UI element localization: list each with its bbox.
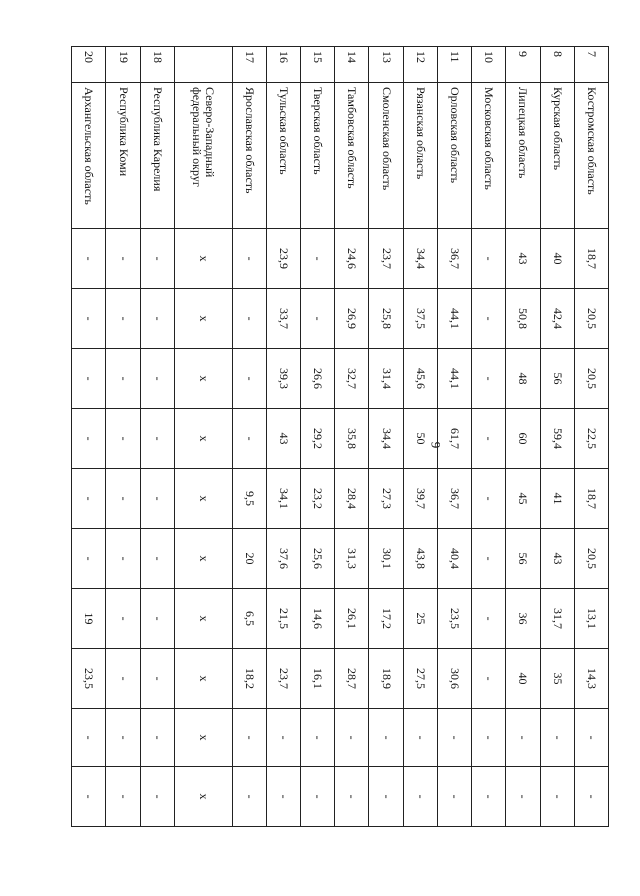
- region-name: Архангельская область: [72, 83, 106, 229]
- value-cell: -: [140, 709, 174, 767]
- value-cell: x: [174, 767, 232, 827]
- table-row: [403, 47, 437, 827]
- value-cell: 28,4: [335, 469, 369, 529]
- region-name: Ярославская область: [232, 83, 266, 229]
- value-cell: -: [106, 589, 140, 649]
- value-cell: -: [472, 529, 506, 589]
- region-name: Липецкая область: [506, 83, 540, 229]
- value-cell: -: [301, 289, 335, 349]
- value-cell: -: [140, 469, 174, 529]
- value-cell: 39,7: [403, 469, 437, 529]
- value-cell: -: [232, 229, 266, 289]
- value-cell: 27,3: [369, 469, 403, 529]
- value-cell: -: [472, 409, 506, 469]
- value-cell: 20,5: [574, 289, 608, 349]
- value-cell: -: [72, 529, 106, 589]
- value-cell: 60: [506, 409, 540, 469]
- value-cell: -: [106, 709, 140, 767]
- value-cell: x: [174, 649, 232, 709]
- value-cell: 18,2: [232, 649, 266, 709]
- value-cell: 43: [506, 229, 540, 289]
- region-name: Смоленская область: [369, 83, 403, 229]
- value-cell: 22,5: [574, 409, 608, 469]
- table-row: [472, 47, 506, 827]
- value-cell: -: [506, 709, 540, 767]
- value-cell: -: [72, 349, 106, 409]
- value-cell: x: [174, 469, 232, 529]
- row-number: 9: [506, 47, 540, 83]
- value-cell: -: [232, 767, 266, 827]
- value-cell: 36,7: [437, 229, 471, 289]
- row-number: 11: [437, 47, 471, 83]
- value-cell: 21,5: [266, 589, 300, 649]
- value-cell: -: [106, 409, 140, 469]
- value-cell: -: [472, 289, 506, 349]
- value-cell: -: [72, 709, 106, 767]
- value-cell: x: [174, 409, 232, 469]
- table-container: [71, 46, 609, 826]
- value-cell: -: [232, 349, 266, 409]
- value-cell: 34,4: [369, 409, 403, 469]
- regional-data-table: [71, 46, 609, 827]
- table-row: [369, 47, 403, 827]
- value-cell: x: [174, 709, 232, 767]
- value-cell: 18,9: [369, 649, 403, 709]
- value-cell: -: [140, 289, 174, 349]
- value-cell: 41: [540, 469, 574, 529]
- value-cell: 34,1: [266, 469, 300, 529]
- region-name: Республика Коми: [106, 83, 140, 229]
- value-cell: 29,2: [301, 409, 335, 469]
- region-name: Северо-Западный федеральный округ: [174, 83, 232, 229]
- table-row: [266, 47, 300, 827]
- value-cell: 23,7: [266, 649, 300, 709]
- value-cell: 23,5: [437, 589, 471, 649]
- table-row: [437, 47, 471, 827]
- value-cell: 39,3: [266, 349, 300, 409]
- table-row: [174, 47, 232, 827]
- value-cell: -: [472, 767, 506, 827]
- region-name: Тамбовская область: [335, 83, 369, 229]
- row-number: 15: [301, 47, 335, 83]
- value-cell: 50,8: [506, 289, 540, 349]
- value-cell: -: [403, 767, 437, 827]
- row-number: 14: [335, 47, 369, 83]
- value-cell: 31,4: [369, 349, 403, 409]
- row-number: 20: [72, 47, 106, 83]
- value-cell: -: [369, 767, 403, 827]
- value-cell: 33,7: [266, 289, 300, 349]
- value-cell: -: [574, 767, 608, 827]
- value-cell: -: [140, 409, 174, 469]
- value-cell: -: [472, 589, 506, 649]
- row-number: [174, 47, 232, 83]
- table-row: [574, 47, 608, 827]
- value-cell: 24,6: [335, 229, 369, 289]
- region-name: Тверская область: [301, 83, 335, 229]
- value-cell: x: [174, 289, 232, 349]
- value-cell: 35: [540, 649, 574, 709]
- table-row: [232, 47, 266, 827]
- value-cell: -: [266, 709, 300, 767]
- value-cell: 32,7: [335, 349, 369, 409]
- value-cell: -: [437, 709, 471, 767]
- page-number: 9: [428, 441, 444, 449]
- value-cell: 14,3: [574, 649, 608, 709]
- value-cell: 48: [506, 349, 540, 409]
- value-cell: 40: [540, 229, 574, 289]
- value-cell: -: [140, 229, 174, 289]
- value-cell: x: [174, 229, 232, 289]
- value-cell: 61,7: [437, 409, 471, 469]
- region-name: Республика Карелия: [140, 83, 174, 229]
- value-cell: -: [403, 709, 437, 767]
- value-cell: 44,1: [437, 289, 471, 349]
- value-cell: 23,5: [72, 649, 106, 709]
- value-cell: 27,5: [403, 649, 437, 709]
- value-cell: -: [540, 767, 574, 827]
- value-cell: -: [472, 229, 506, 289]
- value-cell: 20,5: [574, 349, 608, 409]
- value-cell: 40: [506, 649, 540, 709]
- value-cell: 45,6: [403, 349, 437, 409]
- value-cell: 56: [506, 529, 540, 589]
- value-cell: -: [472, 709, 506, 767]
- value-cell: -: [369, 709, 403, 767]
- row-number: 16: [266, 47, 300, 83]
- value-cell: 19: [72, 589, 106, 649]
- value-cell: -: [472, 349, 506, 409]
- value-cell: 20,5: [574, 529, 608, 589]
- value-cell: 25,6: [301, 529, 335, 589]
- region-name: Курская область: [540, 83, 574, 229]
- table-row: [335, 47, 369, 827]
- row-number: 13: [369, 47, 403, 83]
- value-cell: -: [72, 409, 106, 469]
- value-cell: x: [174, 529, 232, 589]
- value-cell: 35,8: [335, 409, 369, 469]
- table-row: [72, 47, 106, 827]
- table-row: [540, 47, 574, 827]
- table-row: [301, 47, 335, 827]
- value-cell: 9,5: [232, 469, 266, 529]
- value-cell: -: [72, 469, 106, 529]
- value-cell: 43: [266, 409, 300, 469]
- value-cell: 42,4: [540, 289, 574, 349]
- value-cell: 6,5: [232, 589, 266, 649]
- value-cell: 56: [540, 349, 574, 409]
- value-cell: 37,6: [266, 529, 300, 589]
- value-cell: -: [232, 409, 266, 469]
- value-cell: -: [106, 289, 140, 349]
- row-number: 10: [472, 47, 506, 83]
- value-cell: -: [232, 289, 266, 349]
- region-name: Орловская область: [437, 83, 471, 229]
- value-cell: -: [106, 229, 140, 289]
- value-cell: -: [335, 767, 369, 827]
- value-cell: 50: [403, 409, 437, 469]
- table-row: [106, 47, 140, 827]
- value-cell: 59,4: [540, 409, 574, 469]
- value-cell: -: [335, 709, 369, 767]
- value-cell: 18,7: [574, 229, 608, 289]
- table-body: [72, 47, 609, 827]
- value-cell: -: [140, 349, 174, 409]
- value-cell: 25: [403, 589, 437, 649]
- value-cell: 20: [232, 529, 266, 589]
- value-cell: -: [106, 469, 140, 529]
- value-cell: 14,6: [301, 589, 335, 649]
- value-cell: -: [140, 649, 174, 709]
- value-cell: -: [232, 709, 266, 767]
- value-cell: -: [301, 229, 335, 289]
- value-cell: -: [140, 589, 174, 649]
- value-cell: 28,7: [335, 649, 369, 709]
- value-cell: -: [140, 529, 174, 589]
- row-number: 12: [403, 47, 437, 83]
- table-row: [140, 47, 174, 827]
- table-row: [506, 47, 540, 827]
- region-name: Рязанская область: [403, 83, 437, 229]
- value-cell: 26,6: [301, 349, 335, 409]
- value-cell: -: [106, 529, 140, 589]
- value-cell: 26,9: [335, 289, 369, 349]
- row-number: 18: [140, 47, 174, 83]
- value-cell: 23,2: [301, 469, 335, 529]
- region-name: Московская область: [472, 83, 506, 229]
- value-cell: -: [72, 767, 106, 827]
- value-cell: 13,1: [574, 589, 608, 649]
- value-cell: -: [506, 767, 540, 827]
- value-cell: 44,1: [437, 349, 471, 409]
- row-number: 7: [574, 47, 608, 83]
- value-cell: 40,4: [437, 529, 471, 589]
- value-cell: -: [266, 767, 300, 827]
- value-cell: 43,8: [403, 529, 437, 589]
- value-cell: 34,4: [403, 229, 437, 289]
- value-cell: 23,7: [369, 229, 403, 289]
- value-cell: -: [472, 469, 506, 529]
- value-cell: -: [301, 767, 335, 827]
- region-name: Костромская область: [574, 83, 608, 229]
- region-name: Тульская область: [266, 83, 300, 229]
- value-cell: -: [106, 767, 140, 827]
- value-cell: -: [574, 709, 608, 767]
- value-cell: 23,9: [266, 229, 300, 289]
- value-cell: -: [301, 709, 335, 767]
- value-cell: -: [140, 767, 174, 827]
- value-cell: -: [106, 349, 140, 409]
- value-cell: 30,1: [369, 529, 403, 589]
- value-cell: 16,1: [301, 649, 335, 709]
- value-cell: -: [437, 767, 471, 827]
- value-cell: x: [174, 349, 232, 409]
- value-cell: 31,7: [540, 589, 574, 649]
- value-cell: 25,8: [369, 289, 403, 349]
- value-cell: 31,3: [335, 529, 369, 589]
- value-cell: -: [540, 709, 574, 767]
- value-cell: 17,2: [369, 589, 403, 649]
- value-cell: 30,6: [437, 649, 471, 709]
- row-number: 8: [540, 47, 574, 83]
- row-number: 17: [232, 47, 266, 83]
- value-cell: 26,1: [335, 589, 369, 649]
- value-cell: -: [472, 649, 506, 709]
- value-cell: 36: [506, 589, 540, 649]
- value-cell: x: [174, 589, 232, 649]
- value-cell: 43: [540, 529, 574, 589]
- value-cell: 37,5: [403, 289, 437, 349]
- value-cell: 36,7: [437, 469, 471, 529]
- value-cell: -: [106, 649, 140, 709]
- value-cell: -: [72, 229, 106, 289]
- value-cell: 18,7: [574, 469, 608, 529]
- row-number: 19: [106, 47, 140, 83]
- value-cell: 45: [506, 469, 540, 529]
- value-cell: -: [72, 289, 106, 349]
